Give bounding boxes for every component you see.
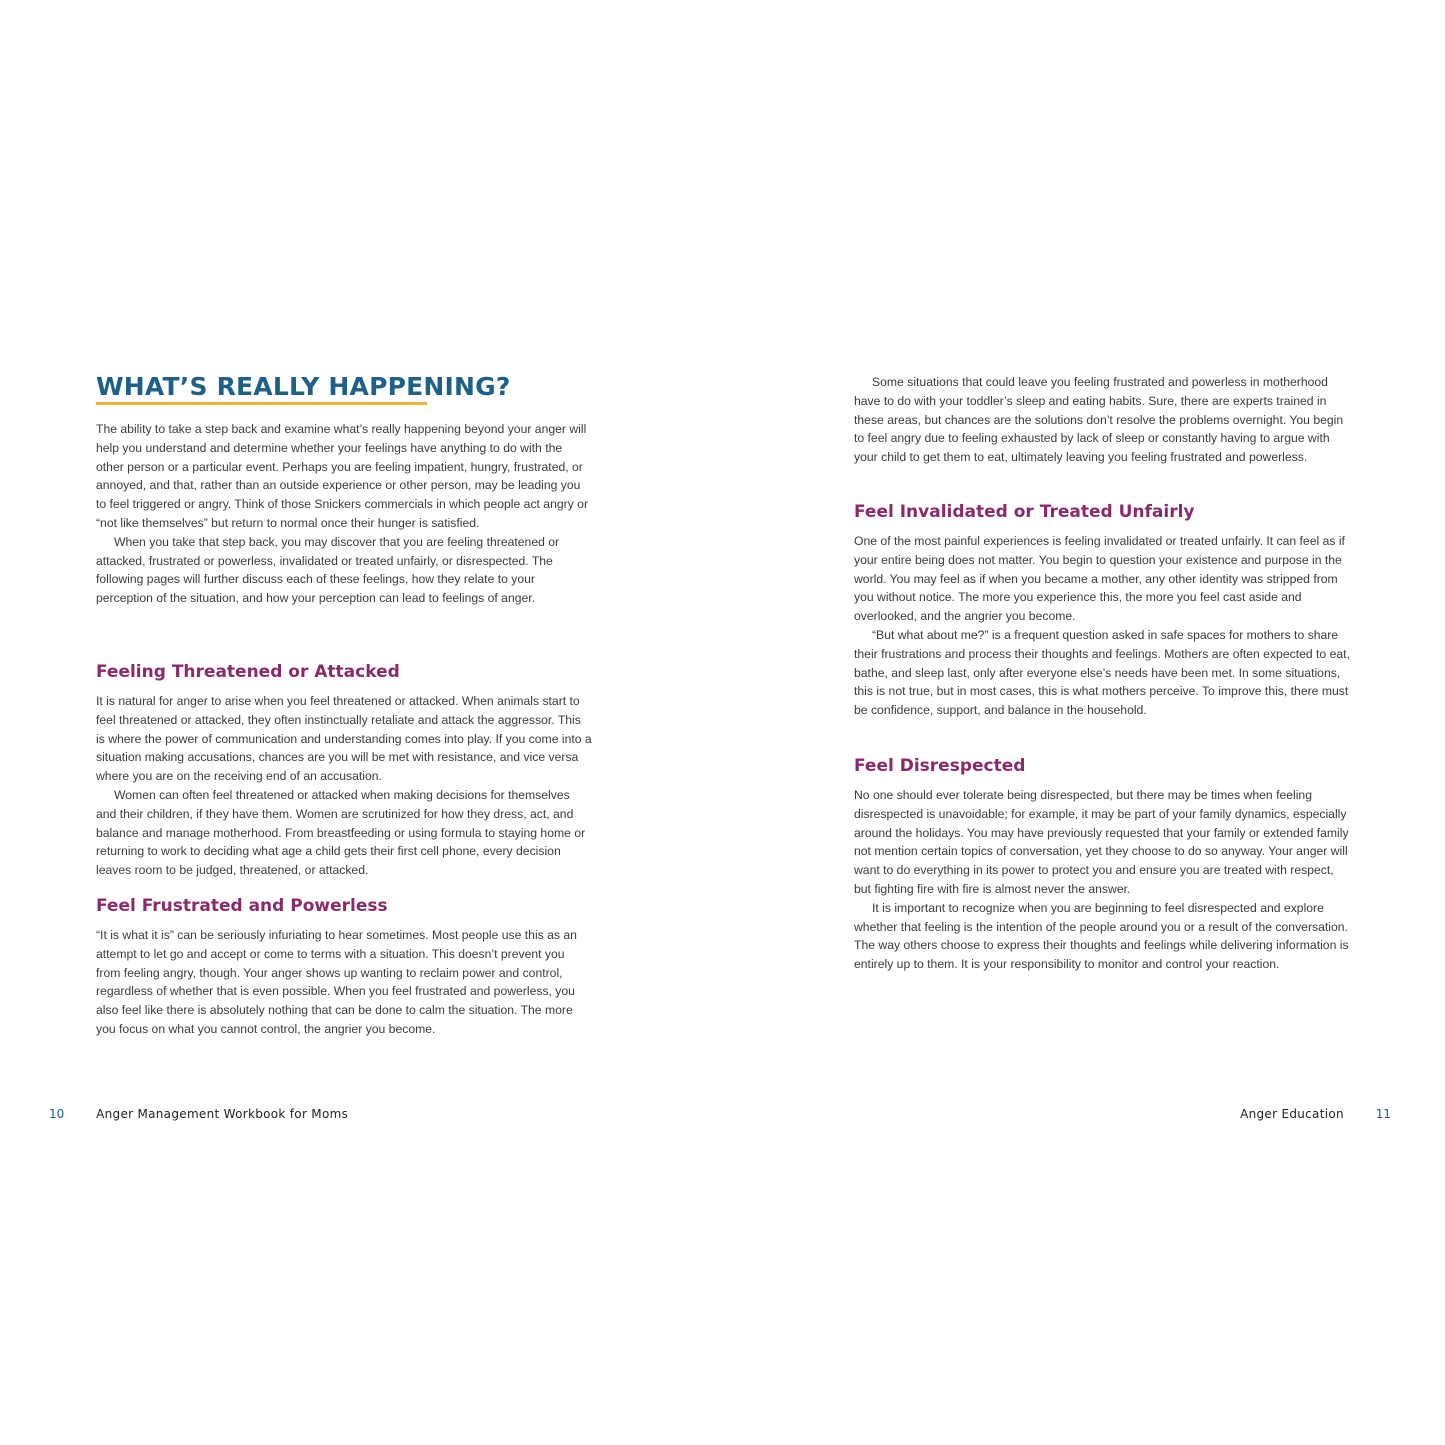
title-underline: [96, 402, 427, 405]
section-heading: Feel Invalidated or Treated Unfairly: [854, 502, 1195, 522]
right-footer: [1240, 1106, 1391, 1122]
section-invalidated-body: [854, 532, 1350, 720]
page-number: 11: [1375, 1107, 1391, 1121]
chapter-title: WHAT’S REALLY HAPPENING?: [96, 372, 511, 401]
intro-paragraph-1: The ability to take a step back and examine what’s really happening beyond your anger will help you understand and determine whether your feelings have anything to do with the other person or a particular event. Perhaps you are feeling impatient, hungry, frustrated, or annoyed, and that, rather than an outside experience or other person, may be leading you to feel triggered or angry. Think of those Snickers commercials in which people act angry or “not like themselves” but return to normal once their hunger is satisfied.: [96, 422, 589, 530]
section-heading: Feel Disrespected: [854, 756, 1026, 776]
section-heading: Feel Frustrated and Powerless: [96, 896, 388, 916]
running-title: Anger Education: [1240, 1107, 1344, 1121]
section-frustrated-body: [96, 926, 592, 1039]
continued-paragraph: Some situations that could leave you feeling frustrated and powerless in motherhood have to do with your toddler’s sleep and eating habits. Sure, there are experts trained in these areas, but chances are the solutions don’t resolve the problems overnight. You begin to feel angry due to feeling exhausted by lack of sleep or constantly having to argue with your child to get them to eat, ultimately leaving you feeling frustrated and powerless.: [854, 375, 1344, 465]
body-paragraph: “It is what it is” can be seriously infuriating to hear sometimes. Most people use this as an attempt to let go and accept or come to terms with a situation. This doesn’t prevent you from feeling angry, though. Your anger shows up wanting to reclaim power and control, regardless of whether that is even possible. When you feel frustrated and powerless, you also feel like there is absolutely nothing that can be done to calm the situation. The more you focus on what you cannot control, the angrier you become.: [96, 928, 577, 1036]
body-paragraph: One of the most painful experiences is feeling invalidated or treated unfairly. It can feel as if your entire being does not matter. You begin to question your existence and purpose in the world. You may feel as if when you became a mother, any other identity was stripped from you without notice. The more you experience this, the more you feel cast aside and overlooked, and the angrier you become.: [854, 534, 1345, 624]
section-disrespected-body: [854, 786, 1350, 974]
section-invalidated: [854, 501, 1350, 523]
running-title: Anger Management Workbook for Moms: [96, 1107, 349, 1121]
page-number: 10: [49, 1107, 65, 1121]
body-paragraph: No one should ever tolerate being disrespected, but there may be times when feeling disrespected is unavoidable; for example, it may be part of your family dynamics, especially around the holidays. You may have previously requested that your family or extended family not mention certain topics of conversation, yet they choose to do so anyway. Your anger will want to do everything in its power to protect you and ensure you are treated with respect, but fighting fire with fire is almost never the answer.: [854, 788, 1349, 896]
continued-block: [854, 373, 1350, 467]
section-threatened-body: [96, 692, 592, 880]
section-disrespected: [854, 755, 1350, 777]
body-paragraph: It is natural for anger to arise when you feel threatened or attacked. When animals start to feel threatened or attacked, they often instinctually retaliate and attack the aggressor. This is where the power of communication and understanding comes into play. If you come into a situation making accusations, chances are you will be met with resistance, and vice versa where you are on the receiving end of an accusation.: [96, 694, 592, 784]
section-threatened: [96, 661, 592, 683]
section-frustrated: [96, 895, 592, 917]
body-paragraph: Women can often feel threatened or attacked when making decisions for themselves and their children, if they have them. Women are scrutinized for how they dress, act, and balance and manage motherhood. From breastfeeding or using formula to staying home or returning to work to deciding what age a child gets their first cell phone, every decision leaves room to be judged, threatened, or attacked.: [96, 787, 586, 878]
left-footer: [49, 1106, 348, 1122]
section-heading: Feeling Threatened or Attacked: [96, 662, 400, 682]
body-paragraph: “But what about me?” is a frequent question asked in safe spaces for mothers to share their frustrations and process their thoughts and feelings. Mothers are often expected to eat, bathe, and sleep last, only after everyone else’s needs have been met. In some situations, this is not true, but in most cases, this is what mothers perceive. To improve this, there must be confidence, support, and balance in the household.: [854, 627, 1350, 718]
intro-paragraph-2: When you take that step back, you may discover that you are feeling threatened or attacked, frustrated or powerless, invalidated or treated unfairly, or disrespected. The following pages will further discuss each of these feelings, how they relate to your perception of the situation, and how your perception can lead to feelings of anger.: [96, 534, 560, 606]
intro-block: [96, 420, 592, 608]
body-paragraph: It is important to recognize when you are beginning to feel disrespected and explore whether that feeling is the intention of the people around you or a result of the conversation. The way others choose to express their thoughts and feelings while delivering information is entirely up to them. It is your responsibility to monitor and control your reaction.: [854, 900, 1349, 972]
